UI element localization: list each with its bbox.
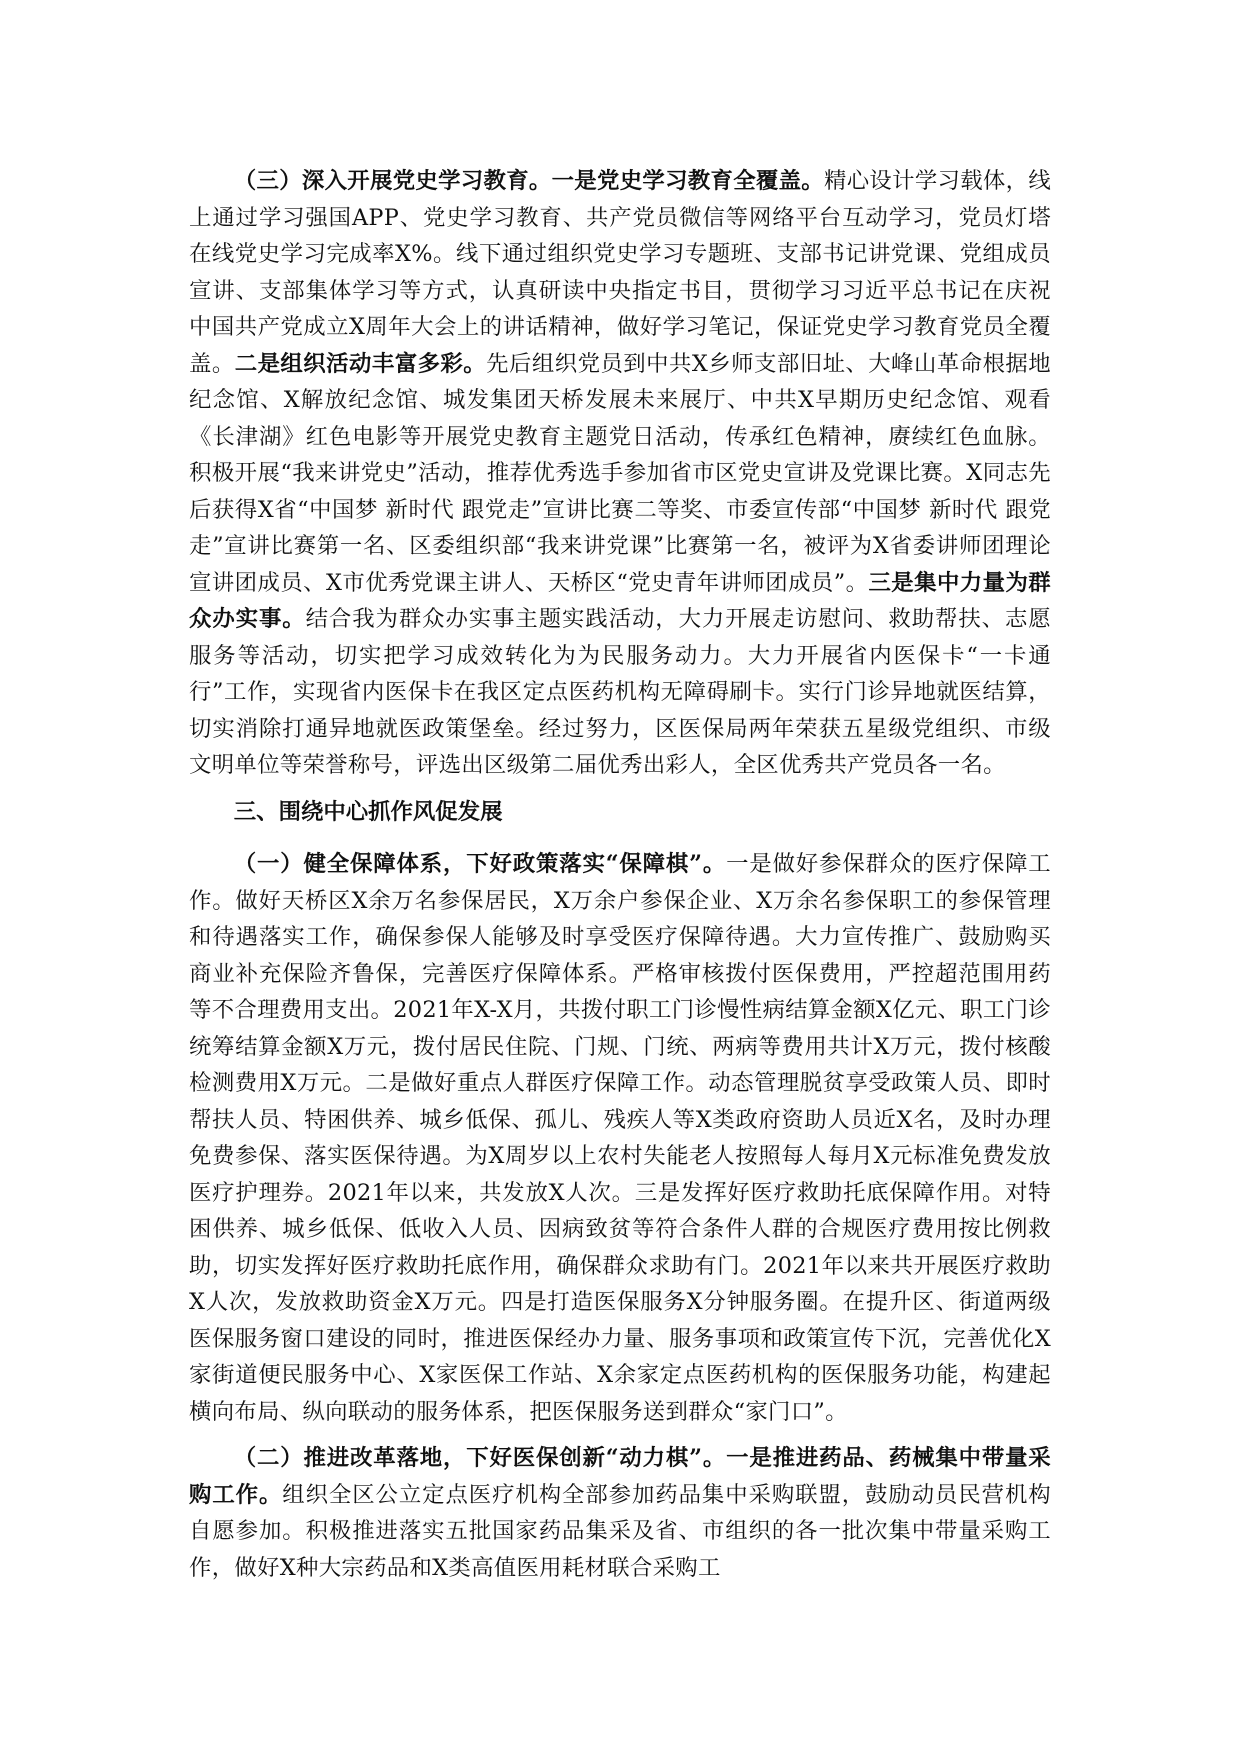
subsection-title: （三）深入开展党史学习教育。 [233,168,552,194]
paragraph-reform-implementation [189,1440,1051,1586]
subsection-title: （二）推进改革落地，下好医保创新“动力棋”。 [233,1445,727,1471]
point-title: 一是党史学习教育全覆盖。 [551,168,825,194]
paragraph-security-system [189,846,1051,1430]
paragraph-party-history-education [189,163,1051,784]
point-title: 二是组织活动丰富多彩。 [234,350,487,377]
body-text: 一是做好参保群众的医疗保障工作。做好天桥区X余万名参保居民，X万余户参保企业、X万余名参保职工的参保管理和待遇落实工作，确保参保人能够及时享受医疗保障待遇。大力宣传推广、鼓励购买商业补充保险齐鲁保，完善医疗保障体系。严格审核拨付医保费用，严控超范围用药等不合理费用支出。2021年X-X月，共拨付职工门诊慢性病结算金额X亿元、职工门诊统筹结算金额X万元，拨付居民住院、门规、门统、两病等费用共计X万元，拨付核酸检测费用X万元。二是做好重点人群医疗保障工作。动态管理脱贫享受政策人员、即时帮扶人员、特困供养、城乡低保、孤儿、残疾人等X类政府资助人员近X名，及时办理免费参保、落实医保待遇。为X周岁以上农村失能老人按照每人每月X元标准免费发放医疗护理券。2021年以来，共发放X人次。三是发挥好医疗救助托底保障作用。对特困供养、城乡低保、低收入人员、因病致贫等符合条件人群的合规医疗费用按比例救助，切实发挥好医疗救助托底作用，确保群众求助有门。2021年以来共开展医疗救助X人次，发放救助资金X万元。四是打造医保服务X分钟服务圈。在提升区、街道两级医保服务窗口建设的同时，推进医保经办力量、服务事项和政策宣传下沉，完善优化X家街道便民服务中心、X家医保工作站、X余家定点医药机构的医保服务功能，构建起横向布局、纵向联动的服务体系，把医保服务送到群众“家门口”。 [189,851,1051,1425]
section-heading: 三、围绕中心抓作风促发展 [233,798,503,825]
point-title: 三是集中力量为群众办实事。 [189,569,1051,632]
body-text: 先后组织党员到中共X乡师支部旧址、大峰山革命根据地纪念馆、X解放纪念馆、城发集团天桥发展未来展厅、中共X早期历史纪念馆、观看《长津湖》红色电影等开展党史教育主题党日活动，传承红色精神，赓续红色血脉。积极开展“我来讲党史”活动，推荐优秀选手参加省市区党史宣讲及党课比赛。X同志先后获得X省“中国梦 新时代 跟党走”宣讲比赛二等奖、市委宣传部“中国梦 新时代 跟党走”宣讲比赛第一名、区委组织部“我来讲党课”比赛第一名，被评为X省委讲师团理论宣讲团成员、X市优秀党课主讲人、天桥区“党史青年讲师团成员”。 [189,350,1051,596]
body-text: 结合我为群众办实事主题实践活动，大力开展走访慰问、救助帮扶、志愿服务等活动，切实把学习成效转化为为民服务动力。大力开展省内医保卡“一卡通行”工作，实现省内医保卡在我区定点医药机构无障碍刷卡。实行门诊异地就医结算，切实消除打通异地就医政策堡垒。经过努力，区医保局两年荣获五星级党组织、市级文明单位等荣誉称号，评选出区级第二届优秀出彩人，全区优秀共产党员各一名。 [189,606,1051,778]
body-text: 组织全区公立定点医疗机构全部参加药品集中采购联盟，鼓励动员民营机构自愿参加。积极推进落实五批国家药品集采及省、市组织的各一批次集中带量采购工作，做好X种大宗药品和X类高值医用耗材联合采购工 [189,1481,1051,1581]
body-text: 精心设计学习载体，线上通过学习强国APP、党史学习教育、共产党员微信等网络平台互动学习，党员灯塔在线党史学习完成率X%。线下通过组织党史学习专题班、支部书记讲党课、党组成员宣讲、支部集体学习等方式，认真研读中央指定书目，贯彻学习习近平总书记在庆祝中国共产党成立X周年大会上的讲话精神，做好学习笔记，保证党史学习教育党员全覆盖。 [189,168,1052,377]
subsection-title: （一）健全保障体系，下好政策落实“保障棋”。 [233,851,727,877]
document-page [189,163,1051,1596]
point-title: 一是推进药品、药械集中带量采购工作。 [189,1445,1051,1508]
